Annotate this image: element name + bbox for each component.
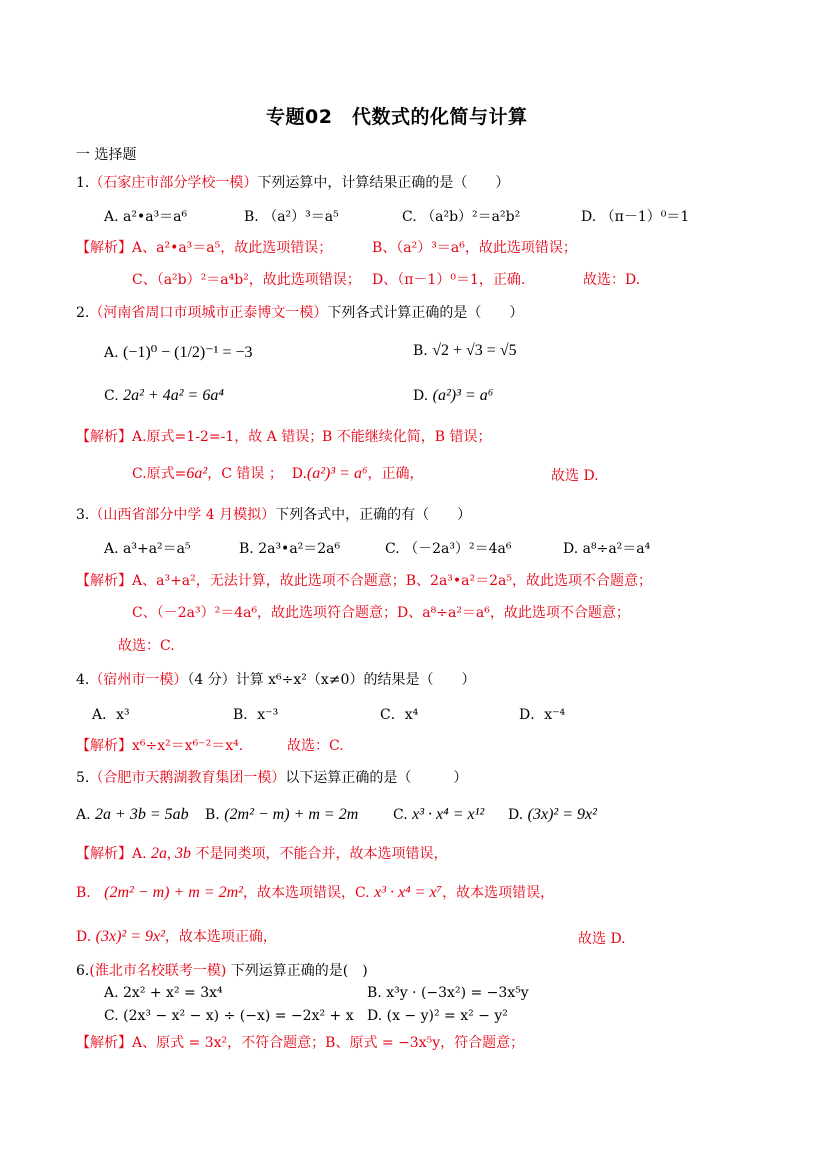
q4-stem: （4 分）计算 x⁶÷x²（x≠0）的结果是（ ） xyxy=(187,672,476,688)
q3-source: （山西省部分中学 4 月模拟） xyxy=(89,507,276,523)
q1-solution-line-3: C、（a²b）²＝a⁴b²，故此选项错误； xyxy=(132,272,361,288)
q6-option-a: A. 2x² + x² = 3x⁴ xyxy=(104,985,223,1001)
q5-option-a-formula: 2a + 3b = 5ab xyxy=(95,806,189,823)
q6-option-b: B. x³y · (−3x²) = −3x⁵y xyxy=(367,985,529,1001)
q1-solution-line-4: D、（π－1）⁰＝1，正确. xyxy=(372,272,526,288)
q1-stem: 下列运算中，计算结果正确的是（ ） xyxy=(257,175,510,191)
q5-solution-line-2: B. (2m² − m) + m = 2m²，故本选项错误，C. x³ · x⁴ = x⁷，故本选项错误， xyxy=(76,884,555,901)
q2-option-b-formula: √2 + √3 = √5 xyxy=(432,342,517,359)
question-3 xyxy=(76,506,471,524)
q1-option-a: A. a²•a³＝a⁶ xyxy=(104,209,188,225)
q4-option-b: B．x⁻³ xyxy=(233,707,279,723)
q5-source: （合肥市天鹅湖教育集团一模） xyxy=(89,770,286,786)
q6-solution-line-1: 【解析】A、原式 = 3x²，不符合题意；B、原式 = −3x⁵y，符合题意； xyxy=(76,1035,525,1051)
section-heading: 一 选择题 xyxy=(76,147,137,163)
q2-answer: 故选 D. xyxy=(551,468,599,484)
question-4 xyxy=(76,671,475,689)
q5-number: 5. xyxy=(76,770,90,786)
q5-option-d: D. (3x)² = 9x² xyxy=(508,806,597,823)
q1-option-b: B. （a²）³＝a⁵ xyxy=(244,209,339,225)
q3-solution-line-2: C、（－2a³）²＝4a⁶，故此选项符合题意；D、a⁸÷a²＝a⁶，故此选项不合题意； xyxy=(132,605,630,621)
q3-option-b: B. 2a³•a²＝2a⁶ xyxy=(239,541,341,557)
q5-option-c-formula: x³ · x⁴ = x¹² xyxy=(412,806,485,823)
q2-option-d-formula: (a²)³ = a⁶ xyxy=(432,387,494,404)
q1-solution-line-2: B、（a²）³＝a⁶，故此选项错误； xyxy=(372,240,577,256)
q5-option-b: B. (2m² − m) + m = 2m xyxy=(205,806,359,823)
q1-source: （石家庄市部分学校一模） xyxy=(89,175,258,191)
q3-stem: 下列各式中，正确的有（ ） xyxy=(275,507,472,523)
q5-option-b-formula: (2m² − m) + m = 2m xyxy=(224,806,359,823)
q1-solution-line-1: 【解析】A、a²•a³＝a⁵，故此选项错误； xyxy=(76,240,333,256)
q3-option-a: A. a³+a²＝a⁵ xyxy=(104,541,191,557)
q3-solution-line-1: 【解析】A、a³+a²，无法计算，故此选项不合题意；B、2a³•a²＝2a⁵，故此选项不合题意； xyxy=(76,573,652,589)
q3-number: 3. xyxy=(76,507,90,523)
q3-answer: 故选：C. xyxy=(118,638,175,654)
question-5 xyxy=(76,769,467,787)
q2-option-c-formula: 2a² + 4a² = 6a⁴ xyxy=(123,387,224,404)
q4-option-c: C．x⁴ xyxy=(380,707,419,723)
question-2 xyxy=(76,304,523,322)
q2-option-a: A. (−1)⁰ − (1/2)⁻¹ = −3 xyxy=(104,344,253,361)
q4-number: 4. xyxy=(76,672,90,688)
q5-solution-line-3: D. (3x)² = 9x²，故本选项正确， xyxy=(76,928,277,945)
q4-option-a: A．x³ xyxy=(92,707,130,723)
q2-solution-line-1: 【解析】A.原式=1-2=-1，故 A 错误； xyxy=(76,429,324,445)
q2-solution-line-2: B 不能继续化简，B 错误； xyxy=(322,429,492,445)
q5-solution-line-1: 【解析】A. 2a, 3b 不是同类项，不能合并，故本选项错误， xyxy=(76,845,448,862)
q5-answer: 故选 D. xyxy=(578,931,626,947)
question-6 xyxy=(76,962,368,980)
q3-option-d: D. a⁸÷a²＝a⁴ xyxy=(563,541,651,557)
q4-source: （宿州市一模） xyxy=(89,672,188,688)
q1-option-c: C. （a²b）²＝a²b² xyxy=(402,209,521,225)
q6-stem: 下列运算正确的是( ) xyxy=(230,963,368,979)
q2-option-a-formula: (−1)⁰ − (1/2)⁻¹ = −3 xyxy=(123,344,253,361)
page-title: 专题02 代数式的化简与计算 xyxy=(266,106,528,128)
q2-option-c: C. 2a² + 4a² = 6a⁴ xyxy=(104,387,224,404)
q5-option-d-formula: (3x)² = 9x² xyxy=(527,806,597,823)
q6-source: (淮北市名校联考一模) xyxy=(89,963,227,979)
q4-answer: 故选：C. xyxy=(287,738,344,754)
q5-stem: 以下运算正确的是（ ） xyxy=(285,770,468,786)
q6-option-c: C. (2x³ − x² − x) ÷ (−x) = −2x² + x xyxy=(104,1008,354,1024)
q2-solution-line-3: C.原式=6a²，C 错误 ； D.(a²)³ = a⁶，正确， xyxy=(132,465,424,482)
q2-stem: 下列各式计算正确的是（ ） xyxy=(327,305,524,321)
q6-option-d: D. (x − y)² = x² − y² xyxy=(367,1008,508,1024)
question-1 xyxy=(76,174,509,192)
q6-number: 6. xyxy=(76,963,90,979)
q1-answer: 故选：D. xyxy=(583,272,641,288)
q5-option-c: C. x³ · x⁴ = x¹² xyxy=(393,806,485,823)
q3-option-c: C. （－2a³）²＝4a⁶ xyxy=(385,541,512,557)
q4-solution: 【解析】x⁶÷x²＝x⁶⁻²＝x⁴. xyxy=(76,738,244,754)
q5-option-a: A. 2a + 3b = 5ab xyxy=(76,806,189,823)
q2-option-d: D. (a²)³ = a⁶ xyxy=(413,387,494,404)
q2-option-b: B. √2 + √3 = √5 xyxy=(413,342,517,359)
q1-option-d: D. （π－1）⁰＝1 xyxy=(581,209,690,225)
q2-source: （河南省周口市项城市正泰博文一模） xyxy=(89,305,328,321)
q4-option-d: D．x⁻⁴ xyxy=(519,707,566,723)
q1-number: 1. xyxy=(76,175,90,191)
q2-number: 2. xyxy=(76,305,90,321)
